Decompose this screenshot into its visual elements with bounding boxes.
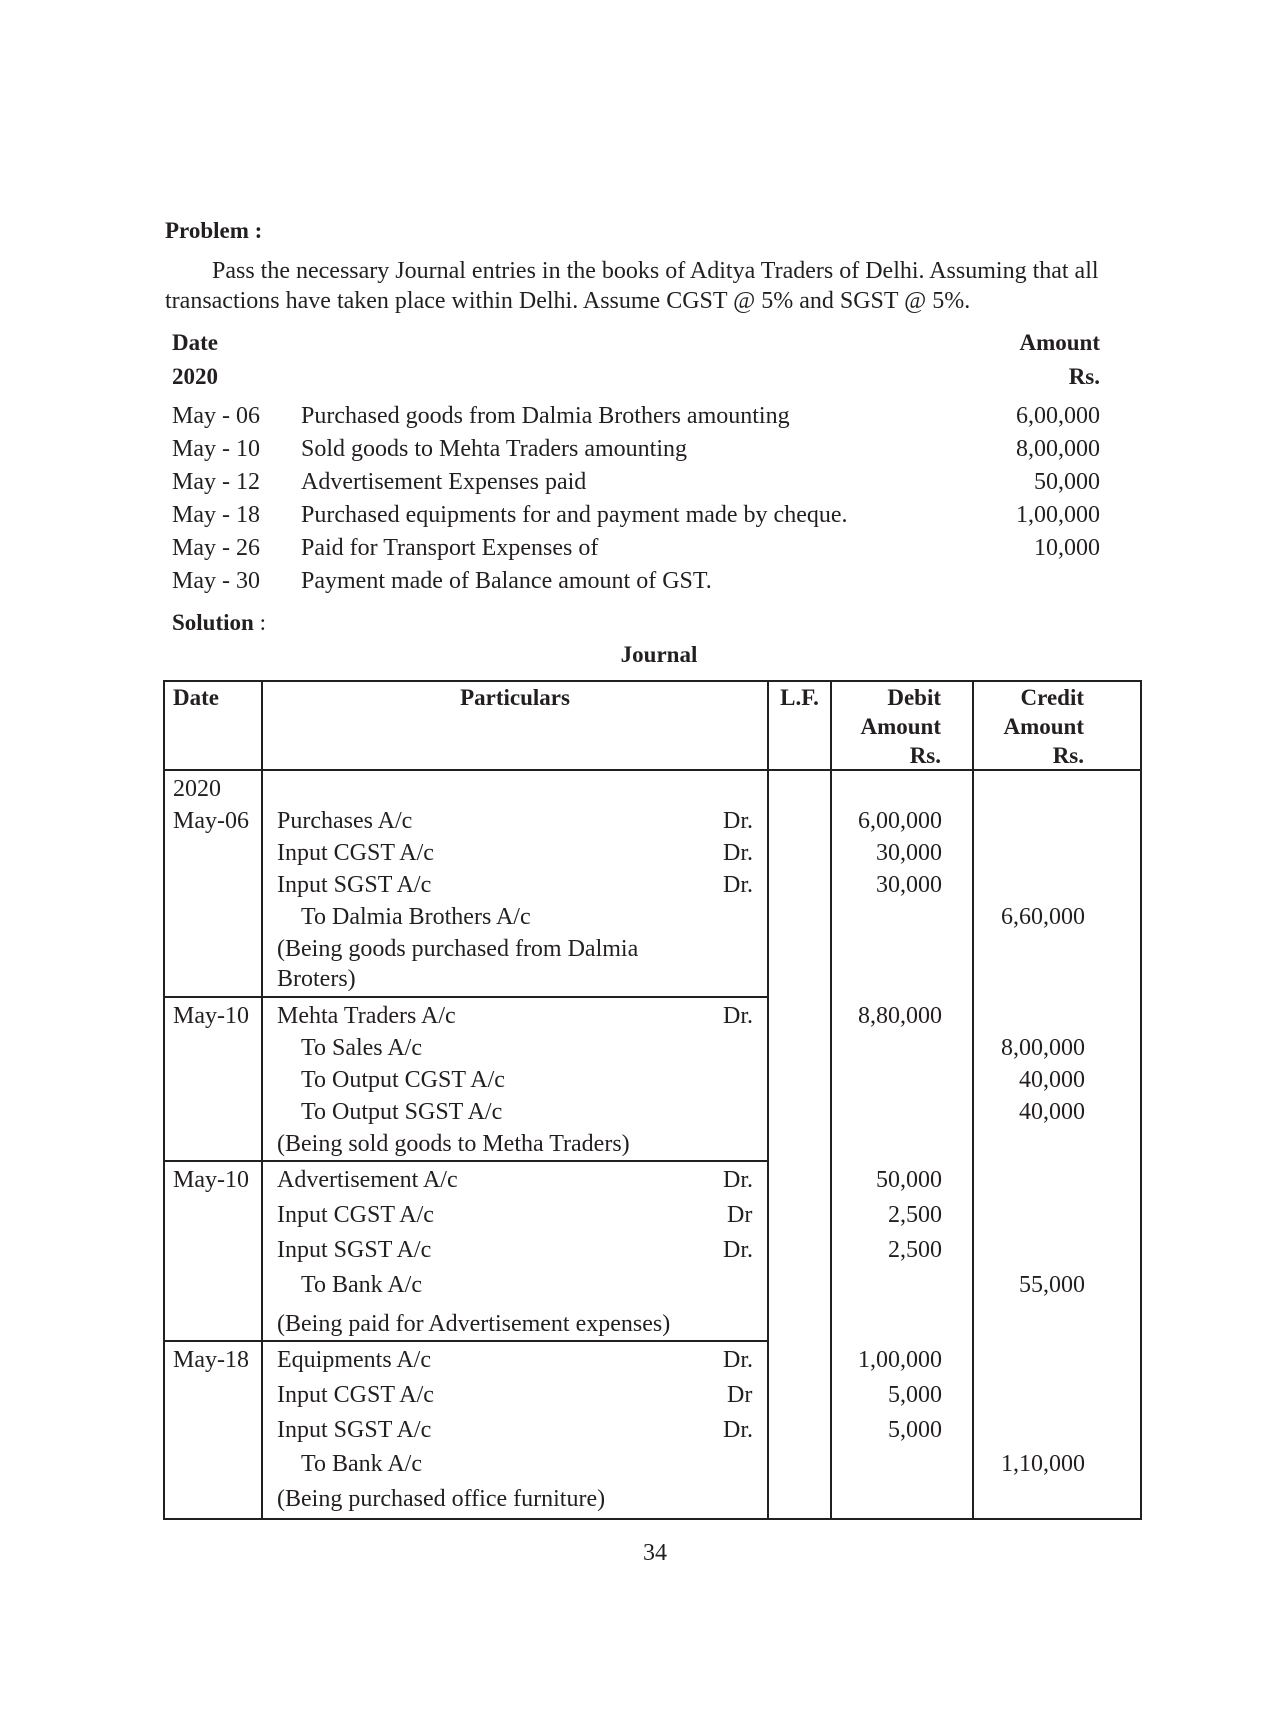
table-bottom-border	[163, 1518, 1142, 1520]
header-particulars: Particulars	[460, 685, 570, 710]
transaction-amount: 1,00,000	[1016, 502, 1100, 528]
transaction-description: Purchased equipments for and payment made by cheque.	[301, 502, 848, 528]
entry-date: May-10	[173, 1167, 249, 1193]
credit-amount: 6,60,000	[1001, 904, 1085, 930]
table-right-border	[1140, 680, 1142, 1520]
transaction-amount: 6,00,000	[1016, 403, 1100, 429]
transactions-year: 2020	[172, 364, 218, 389]
debit-column-rule	[972, 680, 974, 1520]
table-top-border	[163, 680, 1142, 682]
account-name: Purchases A/c	[277, 808, 413, 834]
account-name: To Dalmia Brothers A/c	[301, 904, 531, 930]
header-bottom-rule	[163, 769, 1142, 771]
dr-mark: Dr.	[723, 1417, 753, 1443]
debit-amount: 8,80,000	[858, 1003, 942, 1029]
narration: (Being goods purchased from Dalmia	[277, 936, 639, 962]
transaction-date: May - 06	[172, 403, 260, 429]
transaction-date: May - 30	[172, 568, 260, 594]
transactions-date-header: Date	[172, 330, 218, 355]
account-name: To Bank A/c	[301, 1272, 422, 1298]
dr-mark: Dr.	[723, 1347, 753, 1373]
header-credit-line1: Credit	[1020, 685, 1084, 710]
dr-mark: Dr.	[723, 872, 753, 898]
narration: (Being sold goods to Metha Traders)	[277, 1131, 630, 1157]
transactions-amount-header: Amount	[1019, 330, 1100, 355]
transaction-description: Payment made of Balance amount of GST.	[301, 568, 712, 594]
account-name: Input SGST A/c	[277, 1417, 432, 1443]
dr-mark: Dr.	[723, 840, 753, 866]
transaction-amount: 50,000	[1034, 469, 1100, 495]
date-column-rule	[261, 680, 263, 1520]
problem-heading: Problem :	[165, 218, 263, 243]
debit-amount: 2,500	[888, 1237, 942, 1263]
account-name: To Bank A/c	[301, 1451, 422, 1477]
debit-amount: 5,000	[888, 1417, 942, 1443]
transaction-amount: 8,00,000	[1016, 436, 1100, 462]
account-name: To Output SGST A/c	[301, 1099, 503, 1125]
header-credit-line2: Amount	[1003, 714, 1084, 739]
header-lf: L.F.	[780, 685, 819, 710]
dr-mark: Dr	[727, 1202, 753, 1228]
header-debit-line2: Amount	[860, 714, 941, 739]
solution-label: Solution	[172, 610, 254, 635]
transaction-amount: 10,000	[1034, 535, 1100, 561]
header-date: Date	[173, 685, 219, 710]
page-number: 34	[643, 1540, 667, 1566]
header-debit-line3: Rs.	[909, 743, 941, 768]
transaction-date: May - 10	[172, 436, 260, 462]
transaction-date: May - 12	[172, 469, 260, 495]
lf-column-rule	[830, 680, 832, 1520]
header-credit	[974, 683, 1084, 770]
transaction-date: May - 26	[172, 535, 260, 561]
account-name: Mehta Traders A/c	[277, 1003, 456, 1029]
dr-mark: Dr.	[723, 1167, 753, 1193]
debit-amount: 30,000	[876, 840, 942, 866]
debit-amount: 50,000	[876, 1167, 942, 1193]
header-credit-line3: Rs.	[1052, 743, 1084, 768]
debit-amount: 2,500	[888, 1202, 942, 1228]
dr-mark: Dr.	[723, 1237, 753, 1263]
account-name: Input CGST A/c	[277, 840, 434, 866]
dr-mark: Dr.	[723, 1003, 753, 1029]
debit-amount: 6,00,000	[858, 808, 942, 834]
debit-amount: 1,00,000	[858, 1347, 942, 1373]
transaction-description: Advertisement Expenses paid	[301, 469, 587, 495]
transaction-description: Paid for Transport Expenses of	[301, 535, 599, 561]
dr-mark: Dr	[727, 1382, 753, 1408]
entry-date: May-10	[173, 1003, 249, 1029]
transaction-date: May - 18	[172, 502, 260, 528]
entry-separator	[163, 1160, 769, 1162]
credit-amount: 40,000	[1019, 1067, 1085, 1093]
particulars-column-rule	[767, 680, 769, 1520]
problem-text: Pass the necessary Journal entries in the books of Aditya Traders of Delhi. Assuming that all transactions have taken place within Delhi. Assume CGST @ 5% and SGST @ 5%.	[165, 258, 1099, 314]
transaction-description: Sold goods to Mehta Traders amounting	[301, 436, 688, 462]
dr-mark: Dr.	[723, 808, 753, 834]
debit-amount: 30,000	[876, 872, 942, 898]
account-name: Equipments A/c	[277, 1347, 431, 1373]
solution-heading	[172, 610, 266, 636]
account-name: Input SGST A/c	[277, 1237, 432, 1263]
account-name: To Output CGST A/c	[301, 1067, 505, 1093]
entry-separator	[163, 996, 769, 998]
header-debit	[832, 683, 941, 770]
debit-amount: 5,000	[888, 1382, 942, 1408]
account-name: To Sales A/c	[301, 1035, 422, 1061]
transactions-currency-header: Rs.	[1068, 364, 1100, 389]
credit-amount: 8,00,000	[1001, 1035, 1085, 1061]
account-name: Advertisement A/c	[277, 1167, 458, 1193]
solution-colon: :	[253, 610, 266, 635]
account-name: Input CGST A/c	[277, 1202, 434, 1228]
credit-amount: 55,000	[1019, 1272, 1085, 1298]
account-name: Input CGST A/c	[277, 1382, 434, 1408]
journal-title: Journal	[620, 642, 698, 667]
credit-amount: 1,10,000	[1001, 1451, 1085, 1477]
entry-date: May-18	[173, 1347, 249, 1373]
narration: Broters)	[277, 966, 356, 992]
narration: (Being purchased office furniture)	[277, 1486, 606, 1512]
credit-amount: 40,000	[1019, 1099, 1085, 1125]
entry-separator	[163, 1340, 769, 1342]
account-name: Input SGST A/c	[277, 872, 432, 898]
transaction-description: Purchased goods from Dalmia Brothers amounting	[301, 403, 790, 429]
table-left-border	[163, 680, 165, 1520]
header-debit-line1: Debit	[887, 685, 941, 710]
entry-date: May-06	[173, 808, 249, 834]
journal-year: 2020	[173, 776, 221, 802]
narration: (Being paid for Advertisement expenses)	[277, 1311, 671, 1337]
